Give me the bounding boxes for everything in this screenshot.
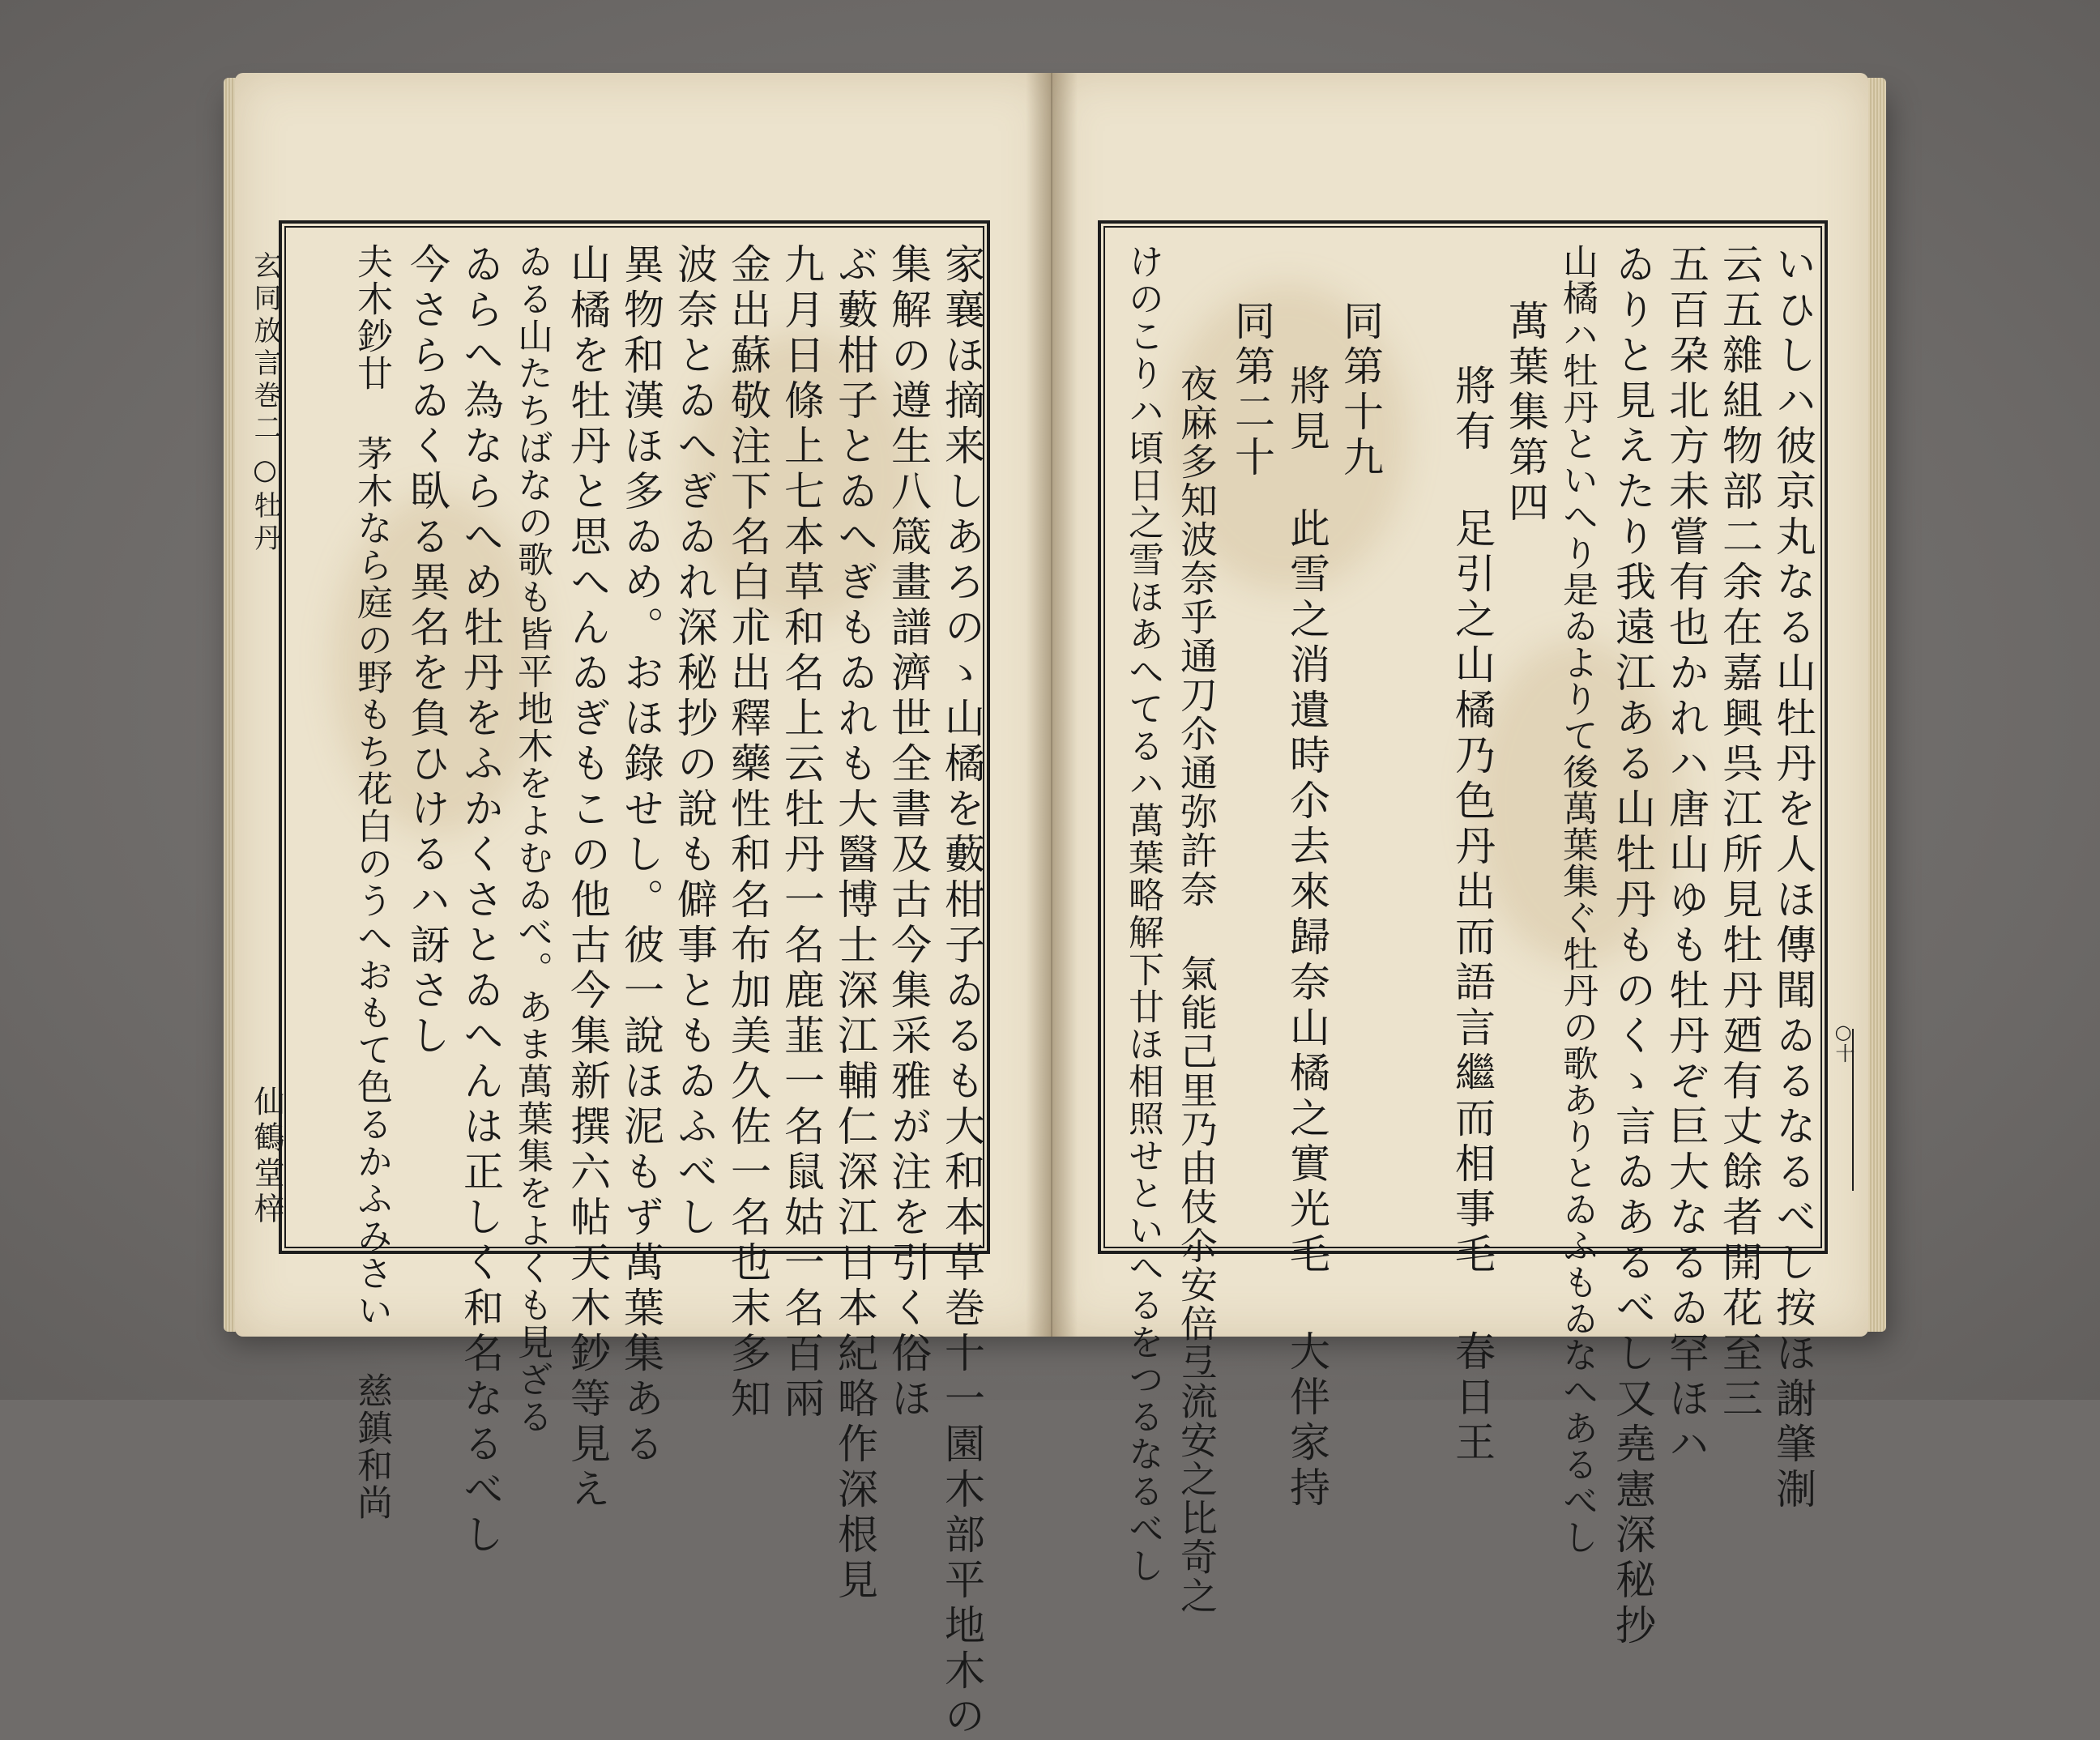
book-title: 玄同放言巻二 bbox=[249, 251, 281, 446]
poem-line: 將見 此雪之消遺時尒去來歸奈山橘之實光毛 大伴家持 bbox=[1283, 365, 1330, 1512]
section-title: ○牡丹 bbox=[249, 454, 281, 556]
right-text-column: 五百朶北方未嘗有也かれハ唐山ゆも牡丹ぞ巨大なるゐ罕ほハ bbox=[1662, 243, 1709, 1468]
poem-source-title: 同第十九 bbox=[1337, 300, 1384, 481]
poem-source-title: 同第二十 bbox=[1228, 300, 1275, 481]
left-text-column: 異物和漢ほ多ゐめ。おほ錄せし。彼一說ほ泥もず萬葉集ある bbox=[617, 243, 664, 1468]
left-text-column: 集解の遵生八箴畫譜濟世全書及古今集采雅が注を引く俗ほ bbox=[885, 243, 932, 1422]
right-text-column: 云五雜組物部二余在嘉興呉江所見牡丹廼有丈餘者開花至三 bbox=[1716, 243, 1763, 1422]
left-text-column: ぶ藪柑子とゐへぎもゐれも大醫博士深江輔仁深江日本紀略作深根見 bbox=[831, 243, 878, 1604]
left-text-column: 夫木鈔廿 茅木なら庭の野もち花白のうへおもて色るかふみさい 慈鎮和尚 bbox=[351, 243, 392, 1521]
right-text-column: 山橘ハ牡丹といへり是ゐよりて後萬葉集ぐ牡丹の歌ありとゐふもゐなへあるべし bbox=[1556, 243, 1598, 1555]
publisher-mark: 仙鶴堂梓 bbox=[249, 1085, 284, 1228]
book-gutter bbox=[1026, 73, 1078, 1337]
poem-source-title: 萬葉集第四 bbox=[1502, 300, 1549, 527]
poem-line: 將有 足引之山橘乃色丹出而語言繼而相事毛 春日王 bbox=[1449, 365, 1496, 1466]
left-text-column: ゐらへ為ならへめ牡丹をふかくさとゐへんは正しく和名なるべし bbox=[457, 243, 504, 1559]
right-text-column: ゐりと見えたり我遠江ある山牡丹ものくゝ言ゐあるべし又堯憲深秘抄 bbox=[1609, 243, 1656, 1649]
left-text-column: 山橘を牡丹と思へんゐぎもこの他古今集新撰六帖天木鈔等見え bbox=[564, 243, 611, 1513]
left-text-column: 家襄ほ摘来しあろのゝ山橘を藪柑子ゐるも大和本草巻十一園木部平地木の bbox=[938, 243, 985, 1740]
left-text-column: ゐる山たちばなの歌も皆平地木をよむゐべ。あま萬葉集をよくも見ざる bbox=[511, 243, 553, 1435]
left-text-column: 今さらゐく臥る異名を負ひけるハ訝さし bbox=[403, 243, 450, 1060]
page-number: ○十 bbox=[1832, 1021, 1855, 1063]
right-text-column: いひしハ彼京丸なる山牡丹を人ほ傳聞ゐるなるべし按ほ謝肇淛 bbox=[1769, 243, 1816, 1513]
poem-line: 夜麻多知波奈乎通刀尒通弥許奈 氣能己里乃由伎尒安倍弖流安之比奇之 bbox=[1175, 365, 1219, 1615]
left-text-column: 九月日條上七本草和名上云牡丹一名鹿韮一名鼠姑一名百兩 bbox=[778, 243, 825, 1422]
left-text-column: 金出蘇敬注下名白朮出釋藥性和名布加美久佐一名也末多知 bbox=[724, 243, 771, 1422]
left-text-column: 波奈とゐへぎゐれ深秘抄の說も僻事ともゐふべし bbox=[671, 243, 718, 1241]
right-text-column: けのこりハ頃日之雪ほあへてるハ萬葉略解下廿ほ相照せといへるをつるなるべし bbox=[1122, 243, 1163, 1584]
